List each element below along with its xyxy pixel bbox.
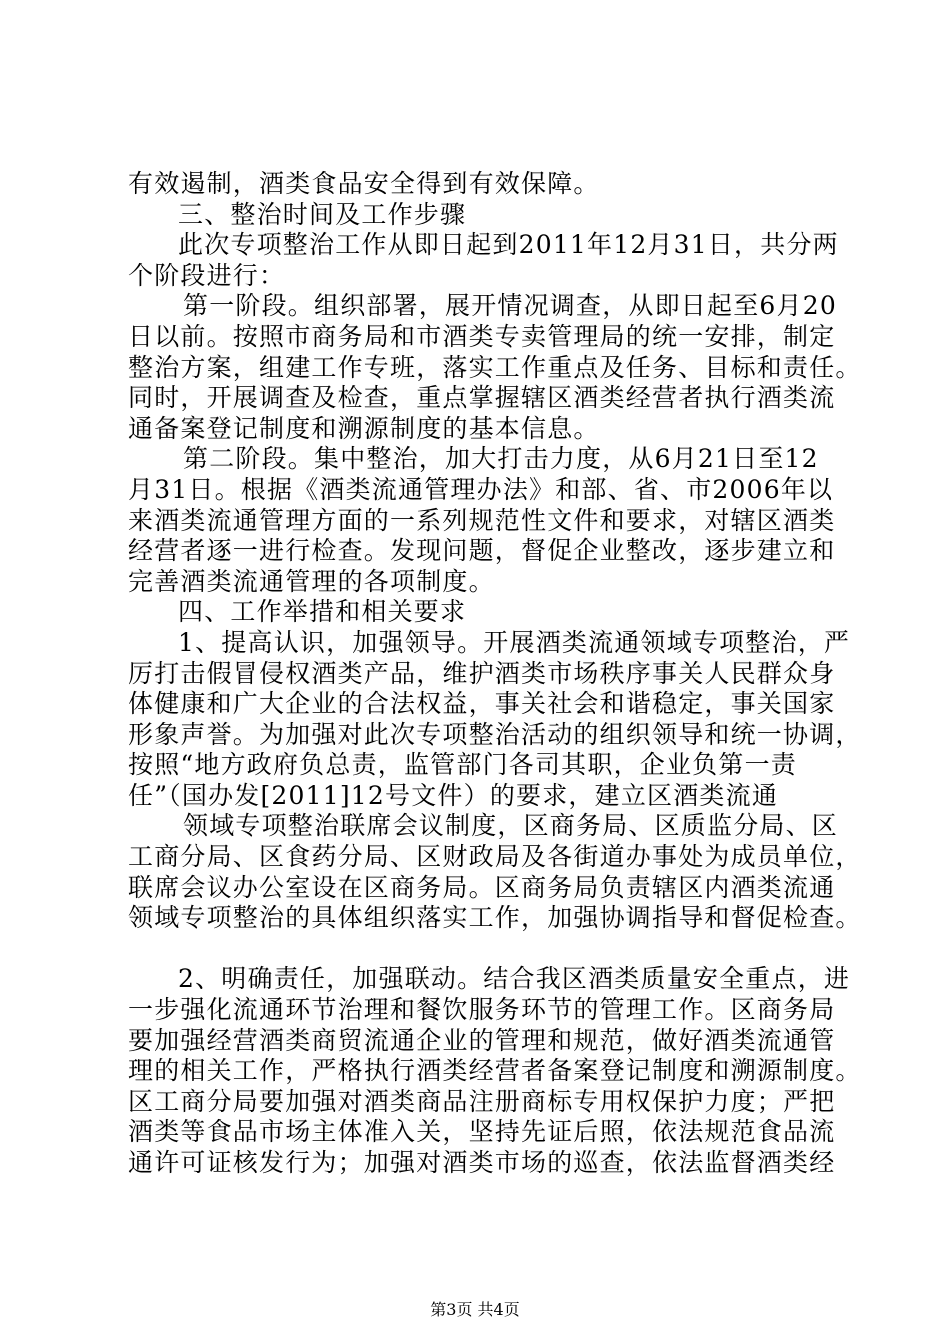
page-number-footer: 第3页 共4页: [430, 1300, 520, 1319]
text-line: 第二阶段。集中整治，加大打击力度，从6月21日至12: [183, 444, 819, 474]
text-line: 要加强经营酒类商贸流通企业的管理和规范，做好酒类流通管: [128, 1025, 836, 1055]
text-line: 个阶段进行：: [128, 260, 286, 290]
text-line: 完善酒类流通管理的各项制度。: [128, 566, 495, 596]
text-line: 体健康和广大企业的合法权益，事关社会和谐稳定，事关国家: [128, 689, 836, 719]
text-line: 有效遏制，酒类食品安全得到有效保障。: [128, 169, 600, 198]
text-line: 工商分局、区食药分局、区财政局及各街道办事处为成员单位，: [128, 842, 862, 872]
text-line: 日以前。按照市商务局和市酒类专卖管理局的统一安排，制定: [128, 321, 836, 351]
paragraph-gap: [128, 934, 848, 965]
text-line: 一步强化流通环节治理和餐饮服务环节的管理工作。区商务局: [128, 995, 836, 1025]
text-line: 通备案登记制度和溯源制度的基本信息。: [128, 413, 600, 443]
text-line: 2、明确责任，加强联动。结合我区酒类质量安全重点，进: [178, 964, 851, 994]
text-line: 领域专项整治联席会议制度，区商务局、区质监分局、区: [183, 811, 839, 841]
text-line: 形象声誉。为加强对此次专项整治活动的组织领导和统一协调，: [128, 719, 862, 749]
section-heading: 三、整治时间及工作步骤: [178, 199, 467, 229]
text-line: 1、提高认识，加强领导。开展酒类流通领域专项整治，严: [178, 627, 851, 657]
text-line: 领域专项整治的具体组织落实工作，加强协调指导和督促检查。: [128, 903, 862, 933]
text-line: 此次专项整治工作从即日起到2011年12月31日，共分两: [178, 230, 839, 260]
section-heading: 四、工作举措和相关要求: [178, 597, 467, 627]
text-line: 月31日。根据《酒类流通管理办法》和部、省、市2006年以: [128, 474, 834, 504]
text-line: 理的相关工作，严格执行酒类经营者备案登记制度和溯源制度。: [128, 1056, 862, 1086]
text-line: 联席会议办公室设在区商务局。区商务局负责辖区内酒类流通: [128, 872, 836, 902]
text-line: 酒类等食品市场主体准入关，坚持先证后照，依法规范食品流: [128, 1117, 836, 1147]
text-line: 厉打击假冒侵权酒类产品，维护酒类市场秩序事关人民群众身: [128, 658, 836, 688]
text-line: 按照“地方政府负总责，监管部门各司其职，企业负第一责: [128, 750, 797, 780]
text-line: 经营者逐一进行检查。发现问题，督促企业整改，逐步建立和: [128, 536, 836, 566]
text-line: 任”（国办发[2011]12号文件）的要求，建立区酒类流通: [128, 780, 779, 810]
text-line: 整治方案，组建工作专班，落实工作重点及任务、目标和责任。: [128, 352, 862, 382]
document-body: [128, 169, 862, 1179]
text-line: 通许可证核发行为；加强对酒类市场的巡查，依法监督酒类经: [128, 1148, 836, 1177]
text-line: 区工商分局要加强对酒类商品注册商标专用权保护力度；严把: [128, 1086, 836, 1116]
text-line: 第一阶段。组织部署，展开情况调查，从即日起至6月20: [183, 291, 837, 321]
text-line: 同时，开展调查及检查，重点掌握辖区酒类经营者执行酒类流: [128, 383, 836, 413]
text-line: 来酒类流通管理方面的一系列规范性文件和要求，对辖区酒类: [128, 505, 836, 535]
